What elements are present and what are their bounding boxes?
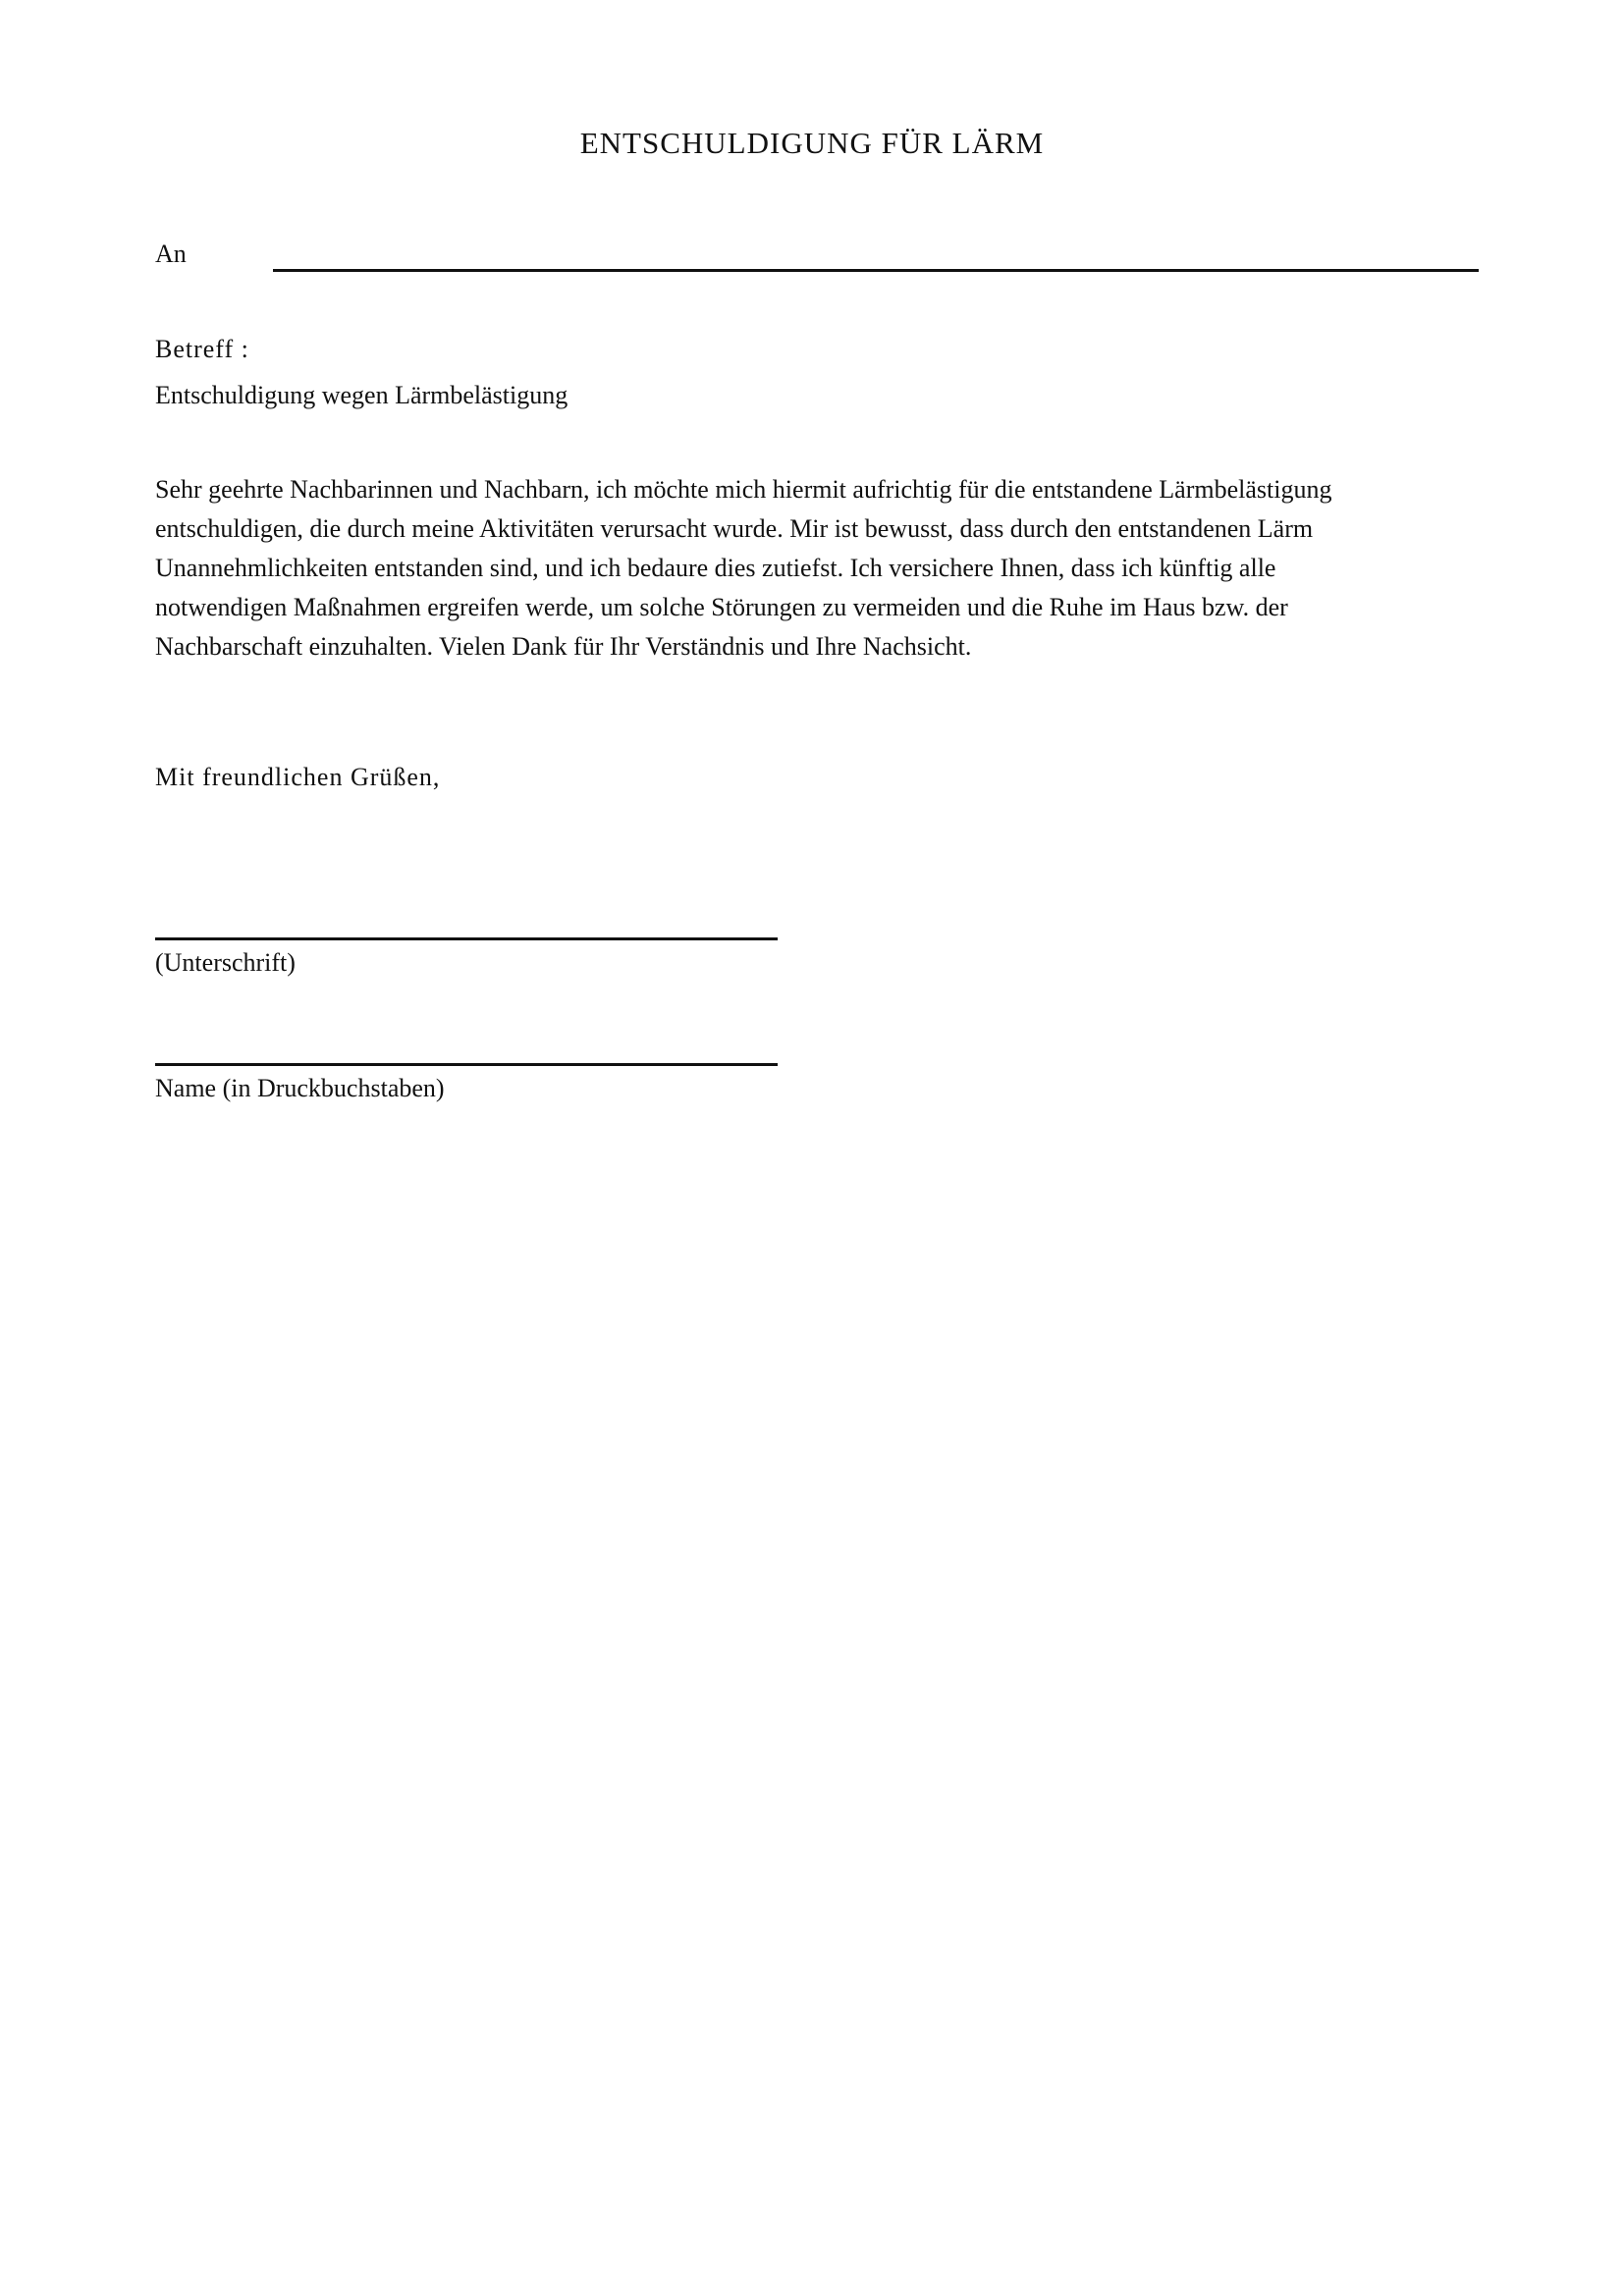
recipient-label: An <box>155 240 187 268</box>
document-title: ENTSCHULDIGUNG FÜR LÄRM <box>579 126 1045 160</box>
body-line: notwendigen Maßnahmen ergreifen werde, um solche Störungen zu vermeiden und die Ruhe im Haus bzw. der <box>155 593 1288 621</box>
body-line: Nachbarschaft einzuhalten. Vielen Dank für Ihr Verständnis und Ihre Nachsicht. <box>155 632 972 661</box>
subject-label: Betreff : <box>155 335 249 363</box>
signature-caption: (Unterschrift) <box>155 948 296 977</box>
printed-name-field-line[interactable] <box>155 1063 778 1066</box>
signature-field-line[interactable] <box>155 937 778 940</box>
body-line: Unannehmlichkeiten entstanden sind, und ich bedaure dies zutiefst. Ich versichere Ihnen, dass ich künftig alle <box>155 554 1276 582</box>
closing-salutation: Mit freundlichen Grüßen, <box>155 763 441 791</box>
subject-value: Entschuldigung wegen Lärmbelästigung <box>155 381 568 409</box>
recipient-field-line[interactable] <box>273 269 1479 272</box>
body-line: entschuldigen, die durch meine Aktivitäten verursacht wurde. Mir ist bewusst, dass durch den entstandenen Lärm <box>155 514 1314 543</box>
printed-name-caption: Name (in Druckbuchstaben) <box>155 1074 445 1102</box>
body-line: Sehr geehrte Nachbarinnen und Nachbarn, ich möchte mich hiermit aufrichtig für die entstandene Lärmbelästigung <box>155 475 1332 504</box>
letter-body <box>155 470 1471 667</box>
